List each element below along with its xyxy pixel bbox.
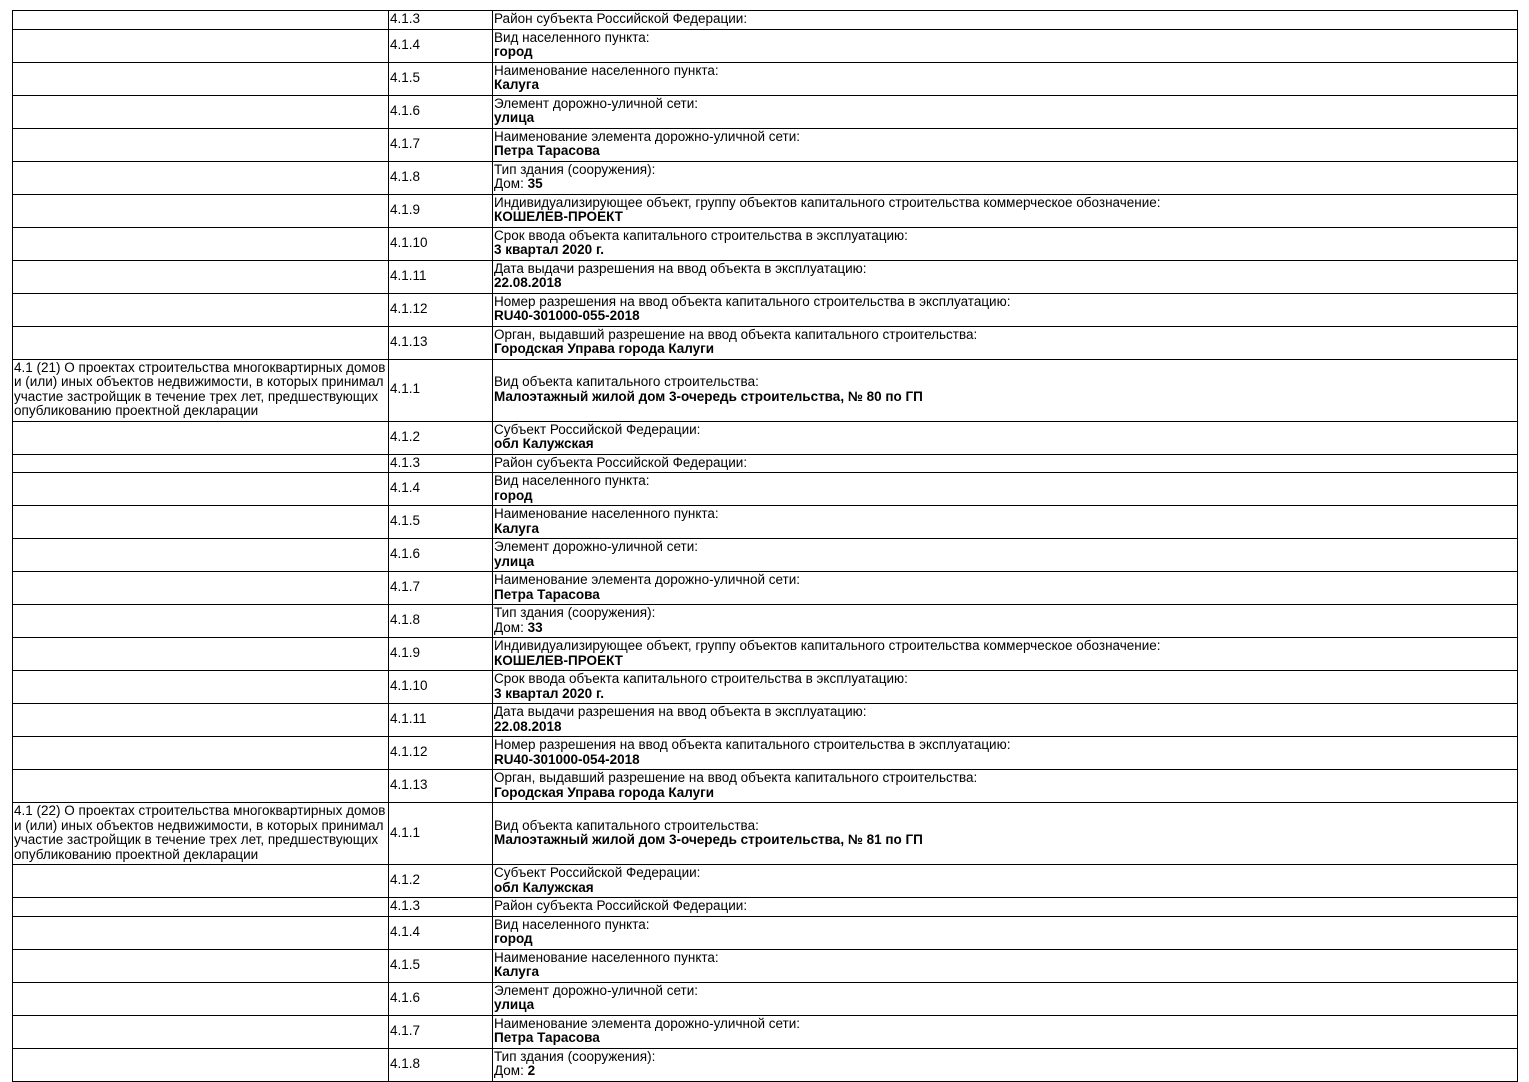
item-code: 4.1.13 bbox=[389, 770, 493, 803]
table-row bbox=[13, 11, 1518, 30]
item-label: Срок ввода объекта капитального строительства в эксплуатацию: bbox=[494, 227, 908, 243]
item-code: 4.1.2 bbox=[389, 421, 493, 454]
section-cell bbox=[13, 1048, 389, 1081]
item-label: Вид населенного пункта: bbox=[494, 916, 650, 932]
item-cell bbox=[493, 605, 1518, 638]
section-cell bbox=[13, 161, 389, 194]
item-label: Наименование элемента дорожно-уличной сети: bbox=[494, 1015, 801, 1031]
item-code: 4.1.6 bbox=[389, 95, 493, 128]
section-cell bbox=[13, 62, 389, 95]
item-cell bbox=[493, 803, 1518, 865]
item-code: 4.1.1 bbox=[389, 359, 493, 421]
item-code: 4.1.8 bbox=[389, 605, 493, 638]
item-code: 4.1.7 bbox=[389, 128, 493, 161]
item-value: 22.08.2018 bbox=[494, 718, 562, 734]
section-cell bbox=[13, 293, 389, 326]
item-value: улица bbox=[494, 110, 535, 125]
item-value: Городская Управа города Калуги bbox=[494, 784, 715, 800]
item-label: Тип здания (сооружения): bbox=[494, 161, 656, 177]
item-value-prefix: Дом: bbox=[494, 176, 528, 191]
item-cell bbox=[493, 704, 1518, 737]
section-cell bbox=[13, 95, 389, 128]
item-cell bbox=[493, 638, 1518, 671]
section-cell bbox=[13, 671, 389, 704]
table-row bbox=[13, 898, 1518, 917]
item-code: 4.1.1 bbox=[389, 803, 493, 865]
item-value: 22.08.2018 bbox=[494, 275, 562, 290]
table-row bbox=[13, 29, 1518, 62]
section-cell bbox=[13, 454, 389, 473]
item-value: 3 квартал 2020 г. bbox=[494, 242, 604, 257]
item-label: Срок ввода объекта капитального строительства в эксплуатацию: bbox=[494, 671, 908, 686]
table-row bbox=[13, 506, 1518, 539]
item-code: 4.1.3 bbox=[389, 454, 493, 473]
table-row bbox=[13, 572, 1518, 605]
item-value: улица bbox=[494, 997, 535, 1012]
table-row bbox=[13, 62, 1518, 95]
item-value: Петра Тарасова bbox=[494, 143, 600, 158]
item-cell bbox=[493, 454, 1518, 473]
table-row bbox=[13, 293, 1518, 326]
table-row bbox=[13, 1048, 1518, 1081]
item-code: 4.1.11 bbox=[389, 704, 493, 737]
table-row bbox=[13, 421, 1518, 454]
table-row bbox=[13, 605, 1518, 638]
section-cell bbox=[13, 11, 389, 30]
section-cell bbox=[13, 227, 389, 260]
item-label: Индивидуализирующее объект, группу объектов капитального строительства коммерческое обозначение: bbox=[494, 194, 1161, 210]
item-cell bbox=[493, 982, 1518, 1015]
item-cell bbox=[493, 1048, 1518, 1081]
item-label: Элемент дорожно-уличной сети: bbox=[494, 982, 699, 998]
item-value: город bbox=[494, 44, 533, 59]
item-cell bbox=[493, 572, 1518, 605]
table-row bbox=[13, 227, 1518, 260]
item-label: Тип здания (сооружения): bbox=[494, 1048, 656, 1064]
item-value: Калуга bbox=[494, 964, 539, 979]
item-label: Наименование населенного пункта: bbox=[494, 506, 719, 521]
table-row bbox=[13, 638, 1518, 671]
section-cell bbox=[13, 737, 389, 770]
item-code: 4.1.5 bbox=[389, 949, 493, 982]
table-row bbox=[13, 671, 1518, 704]
item-value: Петра Тарасова bbox=[494, 1030, 600, 1045]
table-row bbox=[13, 982, 1518, 1015]
item-cell bbox=[493, 161, 1518, 194]
item-cell bbox=[493, 473, 1518, 506]
item-label: Номер разрешения на ввод объекта капитального строительства в эксплуатацию: bbox=[494, 293, 1011, 309]
item-value: обл Калужская bbox=[494, 879, 594, 895]
item-code: 4.1.2 bbox=[389, 865, 493, 898]
table-row bbox=[13, 539, 1518, 572]
item-value-prefix: Дом: bbox=[494, 619, 528, 635]
item-code: 4.1.12 bbox=[389, 737, 493, 770]
table-row bbox=[13, 916, 1518, 949]
item-label: Район субъекта Российской Федерации: bbox=[494, 898, 748, 913]
item-label: Элемент дорожно-уличной сети: bbox=[494, 539, 699, 554]
table-row bbox=[13, 1015, 1518, 1048]
item-label: Наименование населенного пункта: bbox=[494, 949, 719, 965]
item-value: 35 bbox=[527, 176, 543, 191]
item-value: обл Калужская bbox=[494, 436, 594, 451]
item-cell bbox=[493, 539, 1518, 572]
item-cell bbox=[493, 29, 1518, 62]
item-cell bbox=[493, 506, 1518, 539]
item-cell bbox=[493, 865, 1518, 898]
item-label: Вид объекта капитального строительства: bbox=[494, 817, 759, 833]
table-row bbox=[13, 704, 1518, 737]
item-cell bbox=[493, 1015, 1518, 1048]
item-value: Малоэтажный жилой дом 3-очередь строительства, № 81 по ГП bbox=[494, 832, 923, 847]
item-cell bbox=[493, 737, 1518, 770]
section-cell bbox=[13, 29, 389, 62]
item-label: Вид населенного пункта: bbox=[494, 29, 650, 45]
table-row bbox=[13, 194, 1518, 227]
section-cell bbox=[13, 572, 389, 605]
section-row bbox=[13, 359, 1518, 421]
item-value: город bbox=[494, 931, 533, 946]
item-label: Наименование элемента дорожно-уличной сети: bbox=[494, 128, 801, 144]
item-label: Номер разрешения на ввод объекта капитального строительства в эксплуатацию: bbox=[494, 737, 1011, 752]
section-cell bbox=[13, 421, 389, 454]
item-label: Элемент дорожно-уличной сети: bbox=[494, 95, 699, 111]
item-value: Городская Управа города Калуги bbox=[494, 341, 715, 356]
item-cell bbox=[493, 421, 1518, 454]
table-row bbox=[13, 473, 1518, 506]
item-cell bbox=[493, 949, 1518, 982]
item-code: 4.1.7 bbox=[389, 572, 493, 605]
item-code: 4.1.10 bbox=[389, 227, 493, 260]
item-cell bbox=[493, 671, 1518, 704]
item-cell bbox=[493, 770, 1518, 803]
table-row bbox=[13, 161, 1518, 194]
item-cell bbox=[493, 11, 1518, 30]
item-label: Район субъекта Российской Федерации: bbox=[494, 454, 748, 470]
item-cell bbox=[493, 62, 1518, 95]
section-cell bbox=[13, 916, 389, 949]
item-cell bbox=[493, 359, 1518, 421]
table-row bbox=[13, 737, 1518, 770]
section-cell bbox=[13, 506, 389, 539]
item-code: 4.1.9 bbox=[389, 638, 493, 671]
section-cell bbox=[13, 949, 389, 982]
item-value: 33 bbox=[527, 619, 543, 635]
item-label: Субъект Российской Федерации: bbox=[494, 421, 701, 437]
item-code: 4.1.9 bbox=[389, 194, 493, 227]
section-cell bbox=[13, 128, 389, 161]
table-row bbox=[13, 326, 1518, 359]
declaration-table bbox=[12, 10, 1518, 1082]
table-row bbox=[13, 949, 1518, 982]
item-value: Петра Тарасова bbox=[494, 586, 600, 602]
item-code: 4.1.5 bbox=[389, 62, 493, 95]
item-code: 4.1.13 bbox=[389, 326, 493, 359]
item-code: 4.1.8 bbox=[389, 161, 493, 194]
section-cell: 4.1 (22) О проектах строительства многоквартирных домов и (или) иных объектов недвижимости, в которых принимал участие застройщик в течение трех лет, предшествующих опубликованию проектной декларации bbox=[13, 803, 389, 865]
section-cell bbox=[13, 770, 389, 803]
item-value: КОШЕЛЕВ-ПРОЕКТ bbox=[494, 652, 623, 668]
item-value: RU40-301000-055-2018 bbox=[494, 308, 640, 323]
item-label: Дата выдачи разрешения на ввод объекта в эксплуатацию: bbox=[494, 704, 867, 719]
section-cell bbox=[13, 865, 389, 898]
section-row bbox=[13, 803, 1518, 865]
item-value: Малоэтажный жилой дом 3-очередь строительства, № 80 по ГП bbox=[494, 388, 923, 404]
item-cell bbox=[493, 95, 1518, 128]
item-code: 4.1.7 bbox=[389, 1015, 493, 1048]
item-code: 4.1.4 bbox=[389, 29, 493, 62]
item-code: 4.1.3 bbox=[389, 898, 493, 917]
item-value: 3 квартал 2020 г. bbox=[494, 685, 604, 701]
item-cell bbox=[493, 227, 1518, 260]
section-cell bbox=[13, 638, 389, 671]
item-label: Дата выдачи разрешения на ввод объекта в эксплуатацию: bbox=[494, 260, 867, 276]
table-row bbox=[13, 95, 1518, 128]
item-value: улица bbox=[494, 553, 535, 569]
item-label: Вид объекта капитального строительства: bbox=[494, 374, 759, 389]
section-cell bbox=[13, 704, 389, 737]
item-label: Орган, выдавший разрешение на ввод объекта капитального строительства: bbox=[494, 770, 978, 785]
item-label: Орган, выдавший разрешение на ввод объекта капитального строительства: bbox=[494, 326, 978, 342]
item-cell bbox=[493, 194, 1518, 227]
item-label: Район субъекта Российской Федерации: bbox=[494, 11, 748, 26]
item-cell bbox=[493, 260, 1518, 293]
item-label: Вид населенного пункта: bbox=[494, 473, 650, 488]
item-code: 4.1.4 bbox=[389, 473, 493, 506]
section-cell bbox=[13, 194, 389, 227]
table-row bbox=[13, 260, 1518, 293]
item-cell bbox=[493, 293, 1518, 326]
section-cell bbox=[13, 473, 389, 506]
item-code: 4.1.10 bbox=[389, 671, 493, 704]
section-cell bbox=[13, 326, 389, 359]
section-cell bbox=[13, 260, 389, 293]
item-label: Наименование элемента дорожно-уличной сети: bbox=[494, 572, 801, 587]
item-code: 4.1.5 bbox=[389, 506, 493, 539]
item-value-prefix: Дом: bbox=[494, 1063, 528, 1078]
section-cell: 4.1 (21) О проектах строительства многоквартирных домов и (или) иных объектов недвижимости, в которых принимал участие застройщик в течение трех лет, предшествующих опубликованию проектной декларации bbox=[13, 359, 389, 421]
item-cell bbox=[493, 898, 1518, 917]
item-value: 2 bbox=[527, 1063, 536, 1078]
section-cell bbox=[13, 605, 389, 638]
table-row bbox=[13, 454, 1518, 473]
section-cell bbox=[13, 982, 389, 1015]
item-cell bbox=[493, 916, 1518, 949]
item-code: 4.1.6 bbox=[389, 539, 493, 572]
item-code: 4.1.3 bbox=[389, 11, 493, 30]
item-label: Тип здания (сооружения): bbox=[494, 605, 656, 620]
item-label: Наименование населенного пункта: bbox=[494, 62, 719, 78]
item-cell bbox=[493, 128, 1518, 161]
table-row bbox=[13, 128, 1518, 161]
item-label: Индивидуализирующее объект, группу объектов капитального строительства коммерческое обозначение: bbox=[494, 638, 1161, 653]
item-code: 4.1.8 bbox=[389, 1048, 493, 1081]
item-code: 4.1.11 bbox=[389, 260, 493, 293]
item-label: Субъект Российской Федерации: bbox=[494, 865, 701, 880]
item-value: Калуга bbox=[494, 77, 539, 92]
table-row bbox=[13, 770, 1518, 803]
item-value: RU40-301000-054-2018 bbox=[494, 751, 640, 767]
item-code: 4.1.4 bbox=[389, 916, 493, 949]
item-code: 4.1.12 bbox=[389, 293, 493, 326]
section-cell bbox=[13, 1015, 389, 1048]
section-cell bbox=[13, 539, 389, 572]
item-value: Калуга bbox=[494, 520, 539, 536]
item-value: КОШЕЛЕВ-ПРОЕКТ bbox=[494, 209, 623, 224]
section-cell bbox=[13, 898, 389, 917]
table-row bbox=[13, 865, 1518, 898]
item-value: город bbox=[494, 487, 533, 503]
item-code: 4.1.6 bbox=[389, 982, 493, 1015]
item-cell bbox=[493, 326, 1518, 359]
